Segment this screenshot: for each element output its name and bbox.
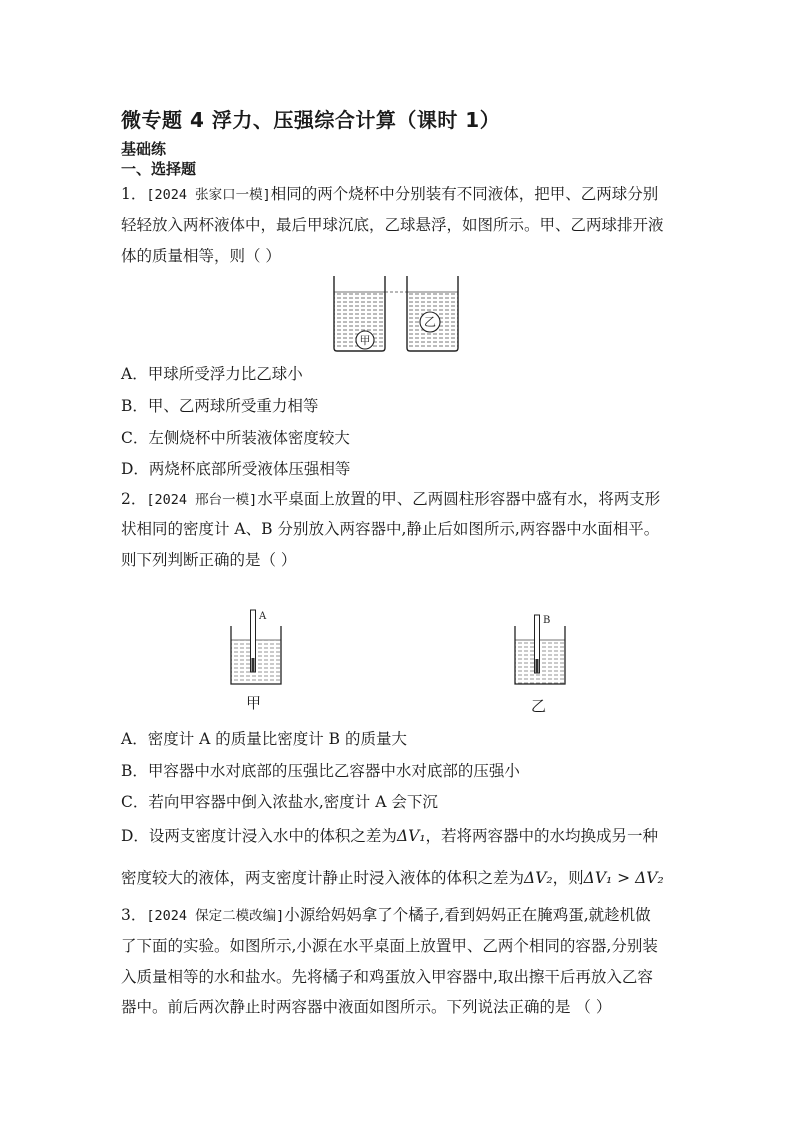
question-3-number: 3．	[121, 906, 147, 924]
page-title: 微专题 4 浮力、压强综合计算（课时 1）	[121, 108, 501, 132]
question-3-source: [2024 保定二模改编]	[146, 908, 285, 924]
question-1-line-1	[121, 183, 681, 206]
question-1-line-3: 体的质量相等，则（ ）	[121, 247, 281, 265]
question-2-line-3: 则下列判断正确的是（ ）	[121, 551, 297, 569]
section-choice-heading: 一、选择题	[121, 160, 197, 178]
q2-option-d-line-1	[121, 824, 658, 846]
q2-option-d-text-3: 密度较大的液体，两支密度计静止时浸入液体的体积之差为	[121, 869, 525, 887]
question-2-text-1: 水平桌面上放置的甲、乙两圆柱形容器中盛有水，将两支形	[257, 490, 661, 508]
q1-ball-right-label: 乙	[423, 315, 437, 329]
q2-option-d-inequality: ΔV₁ > ΔV₂	[583, 869, 664, 887]
q1-option-d: D．两烧杯底部所受液体压强相等	[121, 460, 351, 478]
question-1-line-2: 轻轻放入两杯液体中，最后甲球沉底，乙球悬浮，如图所示。甲、乙两球排开液	[121, 216, 664, 234]
q1-ball-left-label: 甲	[359, 334, 371, 347]
question-1-text-1: 相同的两个烧杯中分别装有不同液体，把甲、乙两球分别	[270, 185, 659, 203]
question-1-source: [2024 张家口一模]	[146, 187, 271, 203]
q2-caption-right: 乙	[531, 697, 547, 715]
q2-container-right-figure	[512, 613, 572, 688]
question-2-line-2: 状相同的密度计 A、B 分别放入两容器中,静止后如图所示,两容器中水面相平。	[121, 520, 660, 538]
q1-left-beaker	[334, 276, 385, 351]
question-3-line-3: 入质量相等的水和盐水。先将橘子和鸡蛋放入甲容器中,取出擦干后再放入乙容	[121, 968, 653, 986]
q1-option-a: A．甲球所受浮力比乙球小	[121, 365, 303, 383]
hydrometer-a-label: A	[259, 611, 267, 622]
q1-right-beaker	[407, 276, 458, 351]
question-3-text-1: 小源给妈妈拿了个橘子,看到妈妈正在腌鸡蛋,就趁机做	[284, 906, 651, 924]
question-3-line-1	[121, 904, 681, 927]
question-1-number: 1．	[121, 185, 147, 203]
q2-option-d-text-4: ，则	[552, 869, 584, 887]
question-3-line-2: 了下面的实验。如图所示,小源在水平桌面上放置甲、乙两个相同的容器,分别装	[121, 937, 658, 955]
q2-option-d-text-1: D．设两支密度计浸入水中的体积之差为	[121, 827, 397, 845]
q2-option-d-delta-v2: ΔV₂	[524, 869, 553, 887]
question-2-line-1	[121, 488, 681, 511]
question-2-number: 2．	[121, 490, 147, 508]
q2-caption-left: 甲	[246, 694, 262, 712]
section-basic-heading: 基础练	[121, 140, 167, 158]
q1-beakers-figure	[325, 272, 470, 357]
question-2-source: [2024 邢台一模]	[146, 492, 258, 508]
q2-option-d-delta-v1: ΔV₁	[396, 827, 426, 845]
q2-option-d-text-2: ，若将两容器中的水均换成另一种	[425, 827, 659, 845]
q2-option-b: B．甲容器中水对底部的压强比乙容器中水对底部的压强小	[121, 762, 520, 780]
q1-option-c: C．左侧烧杯中所装液体密度较大	[121, 429, 350, 447]
q2-option-c: C．若向甲容器中倒入浓盐水,密度计 A 会下沉	[121, 793, 438, 811]
q2-container-left-figure	[228, 606, 288, 688]
hydrometer-a	[251, 610, 256, 672]
q2-option-d-line-2	[121, 866, 664, 888]
q1-option-b: B．甲、乙两球所受重力相等	[121, 397, 319, 415]
q2-option-a: A．密度计 A 的质量比密度计 B 的质量大	[121, 730, 407, 748]
question-3-line-4: 器中。前后两次静止时两容器中液面如图所示。下列说法正确的是 （ ）	[121, 998, 612, 1016]
hydrometer-b	[535, 615, 540, 673]
hydrometer-b-label: B	[543, 615, 551, 626]
